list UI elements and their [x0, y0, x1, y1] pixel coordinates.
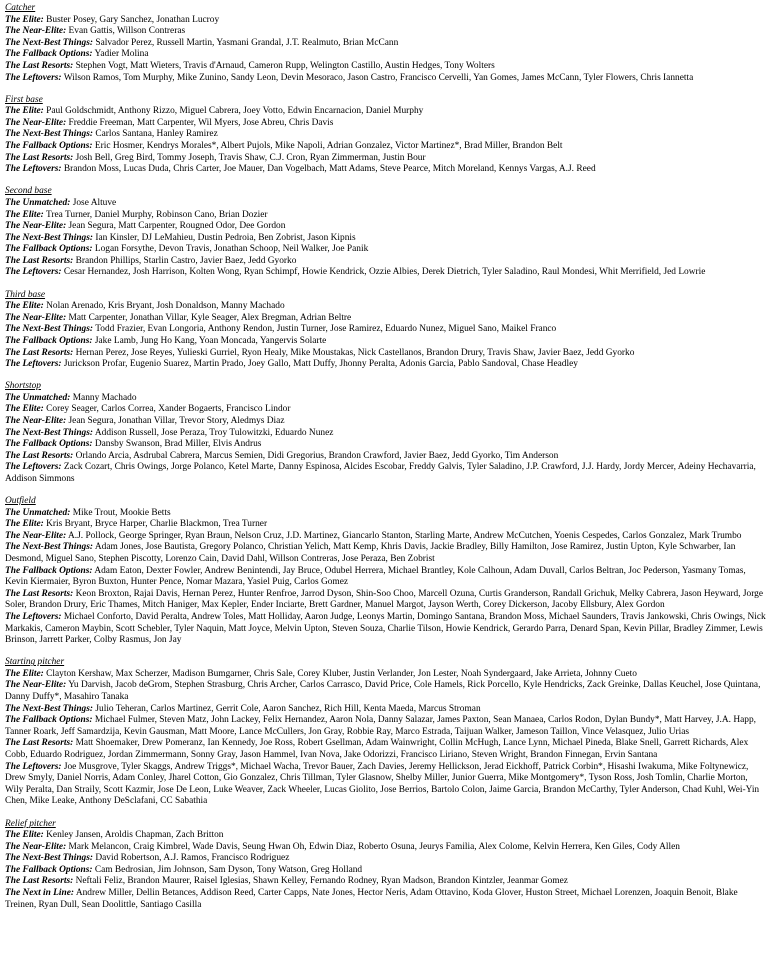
tier-players: Matt Shoemaker, Drew Pomeranz, Ian Kennedy, Joe Ross, Robert Gsellman, Adam Wainwright, Collin McHugh, Lance Lynn, Michael Pineda, Blake Snell, Garrett Richards, Alex Cobb, Eduardo Rodriguez, Jordan Zimmermann, Sonny Gray, Jason Hammel, Ivan Nova, Jake Odorizzi, Francisco Liriano, Steven Wright, Brandon Finnegan, Ervin Santana — [5, 738, 749, 761]
tier-row — [5, 519, 768, 531]
tier-row — [5, 404, 768, 416]
tier-label: The Fallback Options: — [5, 141, 93, 152]
tier-row — [5, 762, 768, 808]
tier-players: Cesar Hernandez, Josh Harrison, Kolten Wong, Ryan Schimpf, Howie Kendrick, Ozzie Albies, Derek Dietrich, Tyler Saladino, Raul Mondesi, Whit Merrifield, Jed Lowrie — [63, 267, 706, 278]
tier-row — [5, 842, 768, 854]
section-heading: Second base — [5, 186, 52, 197]
position-section — [5, 95, 768, 176]
tier-row — [5, 738, 768, 761]
tier-row — [5, 73, 768, 85]
tier-players: Matt Carpenter, Jonathan Villar, Kyle Seager, Alex Bregman, Adrian Beltre — [68, 312, 352, 323]
tier-label: The Leftovers: — [5, 612, 62, 622]
tier-label: The Next-Best Things: — [5, 542, 94, 553]
tier-label: The Near-Elite: — [5, 530, 67, 541]
tier-label: The Elite: — [5, 301, 44, 312]
section-heading: First base — [5, 94, 43, 105]
tier-players: Michael Conforto, David Peralta, Andrew Toles, Matt Holliday, Aaron Judge, Leonys Martin, Domingo Santana, Brandon Moss, Michael Saunders, Travis Jankowski, Chris Owings, Nick Markakis, Cameron Maybin, Scott Schebler, Tyler Naquin, Matt Joyce, Melvin Upton, Steven Souza, Charlie Tilson, Howie Kendrick, Gerardo Parra, Denard Span, Kevin Pillar, Bradley Zimmer, Lewis Brinson, Jarrett Parker, Colby Rasmus, Jon Jay — [5, 612, 766, 646]
section-heading: Catcher — [5, 3, 36, 13]
tier-players: Manny Machado — [72, 392, 137, 403]
tier-row — [5, 508, 768, 520]
tier-players: Yadier Molina — [94, 49, 149, 60]
section-heading: Relief pitcher — [5, 818, 56, 829]
tier-label: The Unmatched: — [5, 392, 71, 403]
tier-label: The Leftovers: — [5, 359, 62, 370]
tier-players: Yu Darvish, Jacob deGrom, Stephen Strasburg, Chris Archer, Carlos Carrasco, David Price, Cole Hamels, Rick Porcello, Kyle Hendricks, Zack Greinke, Dallas Keuchel, Jose Quintana, Danny Duffy*, Masahiro Tanaka — [5, 680, 761, 703]
tier-row — [5, 542, 768, 565]
tier-players: Paul Goldschmidt, Anthony Rizzo, Miguel Cabrera, Joey Votto, Edwin Encarnacion, Daniel Murphy — [46, 106, 424, 117]
tier-label: The Next-Best Things: — [5, 853, 94, 864]
tier-row — [5, 669, 768, 681]
tier-label: The Next-Best Things: — [5, 232, 94, 243]
tier-label: The Leftovers: — [5, 761, 62, 772]
tier-players: Trea Turner, Daniel Murphy, Robinson Cano, Brian Dozier — [45, 209, 268, 220]
position-section — [5, 657, 768, 808]
tier-players: Hernan Perez, Jose Reyes, Yulieski Gurriel, Ryon Healy, Mike Moustakas, Nick Castellanos, Brandon Drury, Travis Shaw, Javier Baez, Jedd Gyorko — [75, 347, 635, 358]
tier-row — [5, 233, 768, 245]
tier-players: Clayton Kershaw, Max Scherzer, Madison Bumgarner, Chris Sale, Corey Kluber, Justin Verlander, Jon Lester, Noah Syndergaard, Jake Arrieta, Johnny Cueto — [46, 668, 637, 679]
tier-row — [5, 221, 768, 233]
tier-players: Todd Frazier, Evan Longoria, Anthony Rendon, Justin Turner, Jose Ramirez, Eduardo Nunez, Miguel Sano, Maikel Franco — [95, 324, 557, 335]
tier-label: The Fallback Options: — [5, 244, 93, 255]
tier-label: The Fallback Options: — [5, 565, 93, 576]
tier-players: Salvador Perez, Russell Martin, Yasmani Grandal, J.T. Realmuto, Brian McCann — [95, 37, 399, 48]
tier-label: The Next-Best Things: — [5, 427, 94, 438]
tier-players: Freddie Freeman, Matt Carpenter, Wil Myers, Jose Abreu, Chris Davis — [68, 117, 334, 128]
tier-row — [5, 336, 768, 348]
tier-players: Corey Seager, Carlos Correa, Xander Bogaerts, Francisco Lindor — [46, 404, 291, 415]
tier-row — [5, 164, 768, 176]
tier-label: The Last Resorts: — [5, 347, 74, 358]
tier-row — [5, 267, 768, 279]
tier-list — [5, 301, 768, 371]
section-heading: Outfield — [5, 496, 36, 507]
tier-label: The Near-Elite: — [5, 312, 67, 323]
tier-row — [5, 853, 768, 865]
tier-players: Julio Teheran, Carlos Martinez, Gerrit Cole, Aaron Sanchez, Rich Hill, Kenta Maeda, Marcus Stroman — [95, 703, 481, 714]
tier-label: The Fallback Options: — [5, 715, 93, 726]
tier-players: Evan Gattis, Willson Contreras — [68, 26, 186, 37]
tier-label: The Last Resorts: — [5, 588, 74, 599]
tier-row — [5, 348, 768, 360]
tier-players: Carlos Santana, Hanley Ramirez — [95, 129, 218, 140]
tier-players: Adam Eaton, Dexter Fowler, Andrew Benintendi, Jay Bruce, Odubel Herrera, Michael Brantley, Kole Calhoun, Adam Duvall, Carlos Beltran, Joc Pederson, Yasmany Tomas, Kevin Kiermaier, Byron Buxton, Hunter Pence, Nomar Mazara, Yasiel Puig, Carlos Gomez — [5, 565, 746, 588]
tier-label: The Near-Elite: — [5, 680, 67, 691]
tier-players: Kris Bryant, Bryce Harper, Charlie Blackmon, Trea Turner — [46, 519, 268, 530]
position-section — [5, 3, 768, 84]
tier-list — [5, 508, 768, 647]
tier-players: Ian Kinsler, DJ LeMahieu, Dustin Pedroia, Ben Zobrist, Jason Kipnis — [95, 232, 356, 243]
tier-label: The Next in Line: — [5, 888, 75, 899]
tier-row — [5, 865, 768, 877]
tier-row — [5, 256, 768, 268]
tier-row — [5, 301, 768, 313]
tier-row — [5, 244, 768, 256]
tier-row — [5, 129, 768, 141]
tier-row — [5, 153, 768, 165]
tier-label: The Near-Elite: — [5, 221, 67, 232]
tier-row — [5, 26, 768, 38]
tier-label: The Unmatched: — [5, 507, 71, 518]
tier-row — [5, 61, 768, 73]
tier-players: Jean Segura, Matt Carpenter, Rougned Odor, Dee Gordon — [68, 221, 286, 232]
tier-players: Addison Russell, Jose Peraza, Troy Tulowitzki, Eduardo Nunez — [94, 427, 334, 438]
tier-label: The Fallback Options: — [5, 49, 93, 60]
tier-players: Stephen Vogt, Matt Wieters, Travis d'Arnaud, Cameron Rupp, Welington Castillo, Austin Hedges, Tony Wolters — [75, 60, 495, 71]
tier-players: Joe Musgrove, Tyler Skaggs, Andrew Triggs*, Michael Wacha, Trevor Bauer, Zach Davies, Jeremy Hellickson, Jerad Eickhoff, Patrick Corbin*, Hisashi Iwakuma, Mike Foltynewicz, Drew Smyly, Daniel Norris, Adam Conley, Jharel Cotton, Gio Gonzalez, Chris Tillman, Tyler Glasnow, Shelby Miller, Junior Guerra, Mike Montgomery*, Tyson Ross, Josh Tomlin, Charlie Morton, Wily Peralta, Dan Straily, Scott Kazmir, Jose De Leon, Luke Weaver, Zack Wheeler, Lucas Giolito, Jose Berrios, Bartolo Colon, Jaime Garcia, Brandon McCarthy, Tyler Anderson, Chad Kuhl, Wei-Yin Chen, Mike Leake, Anthony DeSclafani, CC Sabathia — [5, 761, 760, 807]
tier-label: The Elite: — [5, 404, 44, 415]
position-section — [5, 496, 768, 647]
tier-row — [5, 38, 768, 50]
tier-label: The Next-Best Things: — [5, 324, 94, 335]
tier-label: The Leftovers: — [5, 164, 62, 175]
tier-players: Wilson Ramos, Tom Murphy, Mike Zunino, Sandy Leon, Devin Mesoraco, Jason Castro, Francisco Cervelli, Yan Gomes, James McCann, Tyler Flowers, Chris Iannetta — [63, 72, 694, 83]
tier-label: The Fallback Options: — [5, 335, 93, 346]
tier-row — [5, 15, 768, 27]
tier-players: Brandon Phillips, Starlin Castro, Javier Baez, Jedd Gyorko — [75, 255, 297, 266]
tier-row — [5, 359, 768, 371]
tier-players: Jake Lamb, Jung Ho Kang, Yoan Moncada, Yangervis Solarte — [94, 335, 327, 346]
tier-label: The Last Resorts: — [5, 876, 74, 887]
tier-list — [5, 198, 768, 279]
tier-row — [5, 118, 768, 130]
tier-row — [5, 888, 768, 911]
tier-row — [5, 451, 768, 463]
tier-players: Jurickson Profar, Eugenio Suarez, Martin Prado, Joey Gallo, Matt Duffy, Jhonny Peralta, Adonis Garcia, Pablo Sandoval, Chase Headley — [63, 359, 578, 370]
tier-players: Brandon Moss, Lucas Duda, Chris Carter, Joe Mauer, Dan Vogelbach, Matt Adams, Steve Pearce, Mitch Moreland, Kennys Vargas, A.J. Reed — [63, 164, 596, 175]
tier-label: The Near-Elite: — [5, 841, 67, 852]
tier-players: Jose Altuve — [72, 197, 117, 208]
tier-label: The Near-Elite: — [5, 416, 67, 426]
tier-list — [5, 669, 768, 808]
tier-row — [5, 210, 768, 222]
tier-players: Adam Jones, Jose Bautista, Gregory Polanco, Christian Yelich, Matt Kemp, Khris Davis, Jackie Bradley, Billy Hamilton, Jose Ramirez, Justin Upton, Kyle Schwarber, Ian Desmond, Miguel Sano, Stephen Piscotty, Lorenzo Cain, David Dahl, Willson Contreras, Jose Peraza, Ben Zobrist — [5, 542, 736, 565]
tier-list — [5, 830, 768, 911]
tier-label: The Next-Best Things: — [5, 37, 94, 48]
tier-label: The Elite: — [5, 668, 44, 679]
tier-row — [5, 428, 768, 440]
tier-row — [5, 589, 768, 612]
tier-row — [5, 313, 768, 325]
tier-label: The Fallback Options: — [5, 439, 93, 450]
tier-players: Neftali Feliz, Brandon Maurer, Raisel Iglesias, Shawn Kelley, Fernando Rodney, Ryan Madson, Brandon Kintzler, Jeanmar Gomez — [75, 876, 568, 887]
tier-row — [5, 141, 768, 153]
tier-list — [5, 393, 768, 486]
section-heading: Third base — [5, 289, 46, 300]
section-heading: Shortstop — [5, 381, 41, 392]
tier-label: The Last Resorts: — [5, 450, 74, 461]
tier-label: The Leftovers: — [5, 462, 62, 473]
tier-players: Buster Posey, Gary Sanchez, Jonathan Lucroy — [46, 14, 220, 25]
tier-row — [5, 612, 768, 647]
position-section — [5, 290, 768, 371]
tier-label: The Leftovers: — [5, 72, 62, 83]
tier-label: The Elite: — [5, 106, 44, 117]
tier-players: Andrew Miller, Dellin Betances, Addison Reed, Carter Capps, Nate Jones, Hector Neris, Adam Ottavino, Koda Glover, Huston Street, Michael Lorenzen, Joaquin Benoit, Blake Treinen, Ryan Dull, Sean Doolittle, Santiago Casilla — [5, 888, 738, 910]
tier-label: The Near-Elite: — [5, 117, 67, 128]
tier-list — [5, 15, 768, 85]
tier-row — [5, 439, 768, 451]
tier-label: The Elite: — [5, 209, 44, 220]
tier-label: The Last Resorts: — [5, 738, 74, 749]
tier-row — [5, 324, 768, 336]
tier-players: Mike Trout, Mookie Betts — [72, 507, 171, 518]
tier-row — [5, 830, 768, 842]
tier-label: The Next-Best Things: — [5, 703, 94, 714]
tier-row — [5, 876, 768, 888]
tier-players: Zack Cozart, Chris Owings, Jorge Polanco, Ketel Marte, Danny Espinosa, Alcides Escobar, Freddy Galvis, Tyler Saladino, J.P. Crawford, J.J. Hardy, Jordy Mercer, Adeiny Hechavarria, Addison Simmons — [5, 462, 756, 484]
tier-row — [5, 680, 768, 703]
tier-label: The Last Resorts: — [5, 255, 74, 266]
tier-players: Jean Segura, Jonathan Villar, Trevor Story, Aledmys Diaz — [68, 416, 285, 426]
tier-players: A.J. Pollock, George Springer, Ryan Braun, Nelson Cruz, J.D. Martinez, Giancarlo Stanton, Starling Marte, Andrew McCutchen, Yoenis Cespedes, Carlos Gonzalez, Mark Trumbo — [68, 530, 742, 541]
tier-players: Mark Melancon, Craig Kimbrel, Wade Davis, Seung Hwan Oh, Edwin Diaz, Roberto Osuna, Jeurys Familia, Alex Colome, Kelvin Herrera, Ken Giles, Cody Allen — [68, 841, 680, 852]
tier-row — [5, 566, 768, 589]
tier-label: The Near-Elite: — [5, 26, 67, 37]
tier-label: The Elite: — [5, 519, 44, 530]
tier-players: Michael Fulmer, Steven Matz, John Lackey, Felix Hernandez, Aaron Nola, Danny Salazar, James Paxton, Sean Manaea, Carlos Rodon, Dylan Bundy*, Matt Harvey, J.A. Happ, Tanner Roark, Jeff Samardzija, Kevin Gausman, Matt Moore, Lance McCullers, Jon Gray, Robbie Ray, Marco Estrada, Taijuan Walker, Jameson Taillon, Vince Velasquez, Julio Urias — [5, 715, 757, 737]
tier-row — [5, 416, 768, 428]
tier-row — [5, 393, 768, 405]
tier-label: The Next-Best Things: — [5, 129, 94, 140]
tier-label: The Unmatched: — [5, 197, 71, 208]
section-heading: Starting pitcher — [5, 657, 65, 668]
tier-label: The Fallback Options: — [5, 864, 93, 875]
position-section — [5, 186, 768, 279]
tier-label: The Last Resorts: — [5, 152, 74, 163]
tier-row — [5, 462, 768, 485]
tier-players: Orlando Arcia, Asdrubal Cabrera, Marcus Semien, Didi Gregorius, Brandon Crawford, Javier Baez, Jedd Gyorko, Tim Anderson — [75, 450, 559, 461]
tier-players: Logan Forsythe, Devon Travis, Jonathan Schoop, Neil Walker, Joe Panik — [94, 244, 369, 255]
tier-players: Eric Hosmer, Kendrys Morales*, Albert Pujols, Mike Napoli, Adrian Gonzalez, Victor Martinez*, Brad Miller, Brandon Belt — [94, 141, 563, 152]
tier-players: Keon Broxton, Rajai Davis, Hernan Perez, Hunter Renfroe, Jarrod Dyson, Shin-Soo Choo, Marcell Ozuna, Curtis Granderson, Randall Grichuk, Melky Cabrera, Jason Heyward, Jorge Soler, Brandon Drury, Eric Thames, Mitch Haniger, Max Kepler, Ender Inciarte, Brett Gardner, Manuel Margot, Jayson Werth, Corey Dickerson, Jacoby Ellsbury, Alex Gordon — [5, 588, 764, 611]
tier-label: The Last Resorts: — [5, 60, 74, 71]
tier-players: Kenley Jansen, Aroldis Chapman, Zach Britton — [46, 830, 224, 841]
tier-row — [5, 198, 768, 210]
tier-list — [5, 106, 768, 176]
tier-players: David Robertson, A.J. Ramos, Francisco Rodriguez — [95, 853, 290, 864]
tier-players: Nolan Arenado, Kris Bryant, Josh Donaldson, Manny Machado — [46, 301, 285, 312]
tier-label: The Leftovers: — [5, 267, 62, 278]
tier-row — [5, 49, 768, 61]
tier-players: Cam Bedrosian, Jim Johnson, Sam Dyson, Tony Watson, Greg Holland — [94, 864, 363, 875]
position-section — [5, 381, 768, 485]
tier-label: The Elite: — [5, 14, 44, 25]
tier-players: Josh Bell, Greg Bird, Tommy Joseph, Travis Shaw, C.J. Cron, Ryan Zimmerman, Justin Bour — [75, 152, 426, 163]
tier-row — [5, 106, 768, 118]
tier-row — [5, 715, 768, 738]
position-section — [5, 819, 768, 912]
tier-label: The Elite: — [5, 830, 44, 841]
tier-row — [5, 531, 768, 543]
tier-row — [5, 704, 768, 716]
tier-players: Dansby Swanson, Brad Miller, Elvis Andrus — [94, 439, 262, 450]
